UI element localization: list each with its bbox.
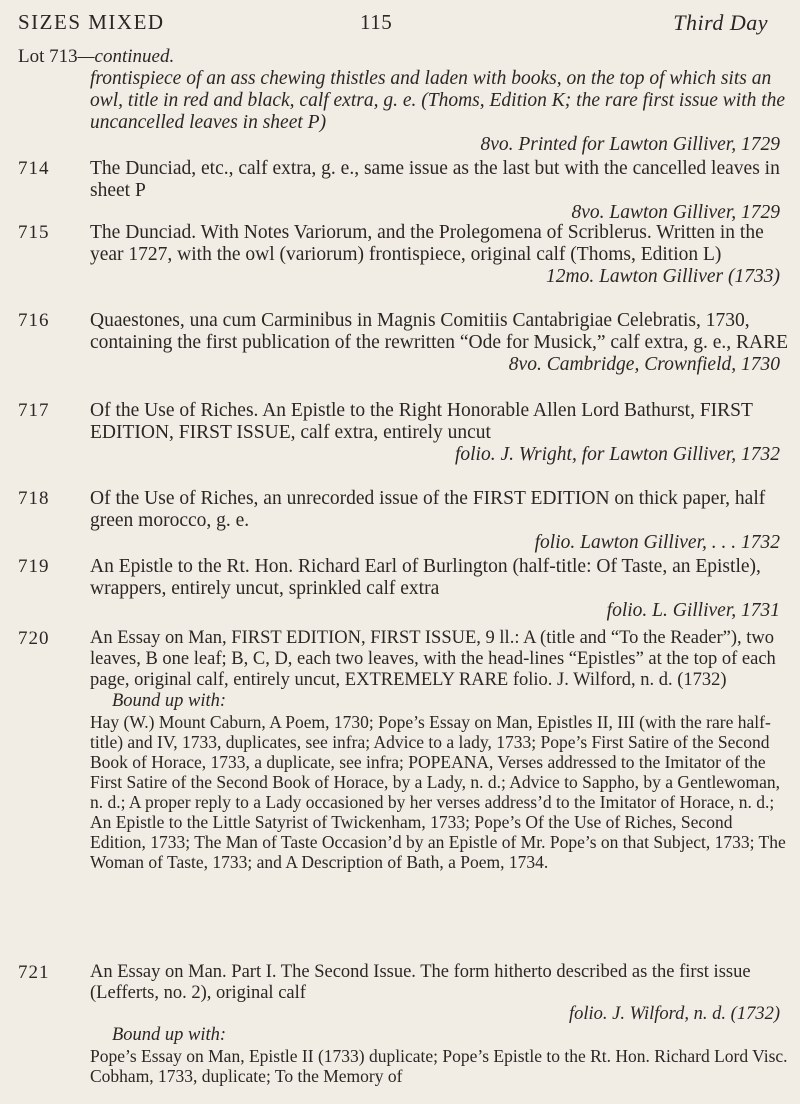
page-number: 115 — [360, 10, 393, 34]
lot-entry — [90, 400, 790, 466]
lot-heading-prefix: Lot 713 — [18, 46, 78, 67]
lot-entry — [90, 158, 790, 224]
lot-number: 718 — [18, 488, 50, 509]
entry-imprint: 8vo. Printed for Lawton Gilliver, 1729 — [480, 134, 780, 155]
running-head — [18, 10, 770, 36]
entry-imprint: folio. J. Wright, for Lawton Gilliver, 1732 — [454, 444, 780, 465]
running-head-left: SIZES MIXED — [18, 10, 165, 34]
bound-contents: Hay (W.) Mount Caburn, A Poem, 1730; Pope’s Essay on Man, Epistles II, III (with the rare half-title) and IV, 1733, duplicates, see infra; Advice to a lady, 1733; Pope’s First Satire of the Second Book of Horace, 1733, a duplicate, see infra; POPEANA, Verses addressed to the Imitator of the First Satire of the Second Book of Horace, by a Lady, n. d.; Advice to Sappho, by a Gentlewoman, n. d.; A proper reply to a Lady occasioned by her verses address’d to the Imitator of Horace, n. d.; An Epistle to the Little Satyrist of Twickenham, 1733; Pope’s Of the Use of Riches, Second Edition, 1733; The Man of Taste Occasion’d by an Epistle of Mr. Pope’s on that Subject, 1733; The Woman of Taste, 1733; and A Description of Bath, a Poem, 1734. — [90, 712, 786, 872]
bound-contents: Pope’s Essay on Man, Epistle II (1733) duplicate; Pope’s Epistle to the Rt. Hon. Richard Lord Visc. Cobham, 1733, duplicate; To the Memory of — [90, 1046, 788, 1086]
bound-up-with-label: Bound up with: — [112, 691, 227, 711]
lot-entry — [90, 628, 790, 872]
entry-imprint: 12mo. Lawton Gilliver (1733) — [546, 266, 780, 287]
lot-number: 714 — [18, 158, 50, 179]
lot-number: 719 — [18, 556, 50, 577]
lot-entry — [90, 488, 790, 554]
entry-imprint: 8vo. Lawton Gilliver, 1729 — [571, 202, 780, 223]
lot-heading-suffix: —continued. — [77, 46, 175, 67]
lot-number: 715 — [18, 222, 50, 243]
entry-text: Of the Use of Riches. An Epistle to the Right Honorable Allen Lord Bathurst, FIRST EDITION, FIRST ISSUE, calf extra, entirely uncut — [90, 400, 753, 443]
lot-entry — [90, 962, 790, 1086]
entry-imprint: 8vo. Cambridge, Crownfield, 1730 — [508, 354, 780, 375]
lot-heading — [18, 46, 174, 68]
entry-text: The Dunciad, etc., calf extra, g. e., same issue as the last but with the cancelled leaves in sheet P — [90, 158, 780, 201]
entry-text: The Dunciad. With Notes Variorum, and the Prolegomena of Scriblerus. Written in the year 1727, with the owl (variorum) frontispiece, original calf (Thoms, Edition L) — [90, 222, 764, 265]
lot-number: 721 — [18, 962, 50, 983]
lot-entry — [90, 310, 790, 376]
lot-entry — [90, 222, 790, 288]
lot-entry-713-continued — [90, 68, 790, 156]
entry-imprint: folio. Lawton Gilliver, . . . 1732 — [534, 532, 780, 553]
entry-text: An Essay on Man. Part I. The Second Issue. The form hitherto described as the first issue (Lefferts, no. 2), original calf — [90, 962, 751, 1003]
entry-imprint: folio. J. Wilford, n. d. (1732) — [568, 1004, 780, 1024]
lot-number: 717 — [18, 400, 50, 421]
entry-text: An Epistle to the Rt. Hon. Richard Earl of Burlington (half-title: Of Taste, an Epistle), wrappers, entirely uncut, sprinkled calf extra — [90, 556, 761, 599]
running-head-right: Third Day — [673, 10, 768, 35]
entry-imprint: folio. L. Gilliver, 1731 — [606, 600, 780, 621]
lot-entry — [90, 556, 790, 622]
entry-text: An Essay on Man, FIRST EDITION, FIRST ISSUE, 9 ll.: A (title and “To the Reader”), two leaves, B one leaf; B, C, D, each two leaves, with the head-lines “Epistles” at the top of each page, original calf, entirely uncut, EXTREMELY RARE folio. J. Wilford, n. d. (1732) — [90, 628, 776, 690]
lot-number: 720 — [18, 628, 50, 649]
lot-number: 716 — [18, 310, 50, 331]
entry-text: frontispiece of an ass chewing thistles and laden with books, on the top of which sits an owl, title in red and black, calf extra, g. e. (Thoms, Edition K; the rare first issue with the uncancelled leaves in sheet P) — [90, 68, 786, 133]
bound-up-with-label: Bound up with: — [112, 1025, 227, 1045]
entry-text: Of the Use of Riches, an unrecorded issue of the FIRST EDITION on thick paper, half green morocco, g. e. — [90, 488, 766, 531]
entry-text: Quaestones, una cum Carminibus in Magnis Comitiis Cantabrigiae Celebratis, 1730, containing the first publication of the rewritten “Ode for Musick,” calf extra, g. e., RARE — [90, 310, 788, 353]
